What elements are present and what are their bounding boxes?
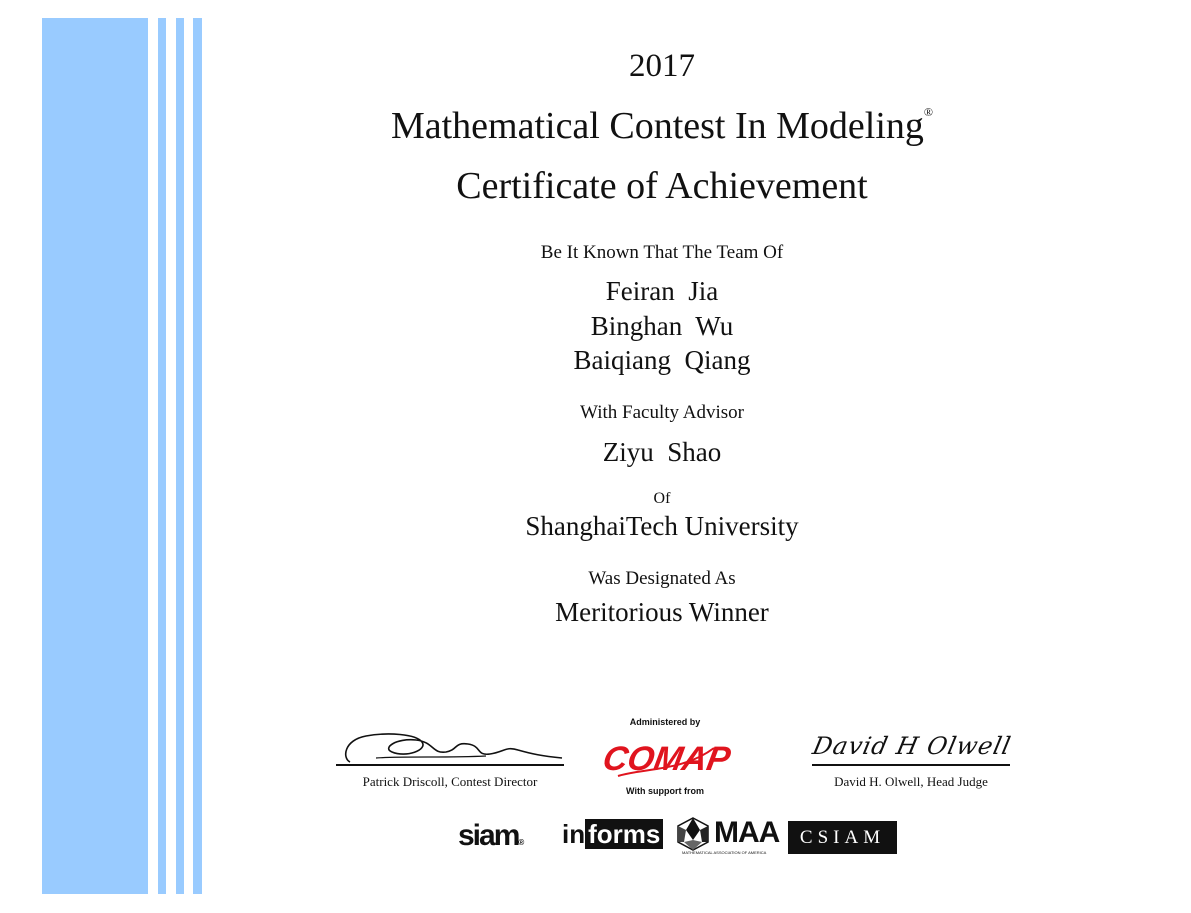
judge-caption: David H. Olwell, Head Judge bbox=[834, 774, 988, 789]
decorative-stripe bbox=[176, 18, 184, 894]
csiam-logo: CSIAM bbox=[788, 821, 897, 854]
certificate-year: 2017 bbox=[629, 48, 695, 84]
director-signature-line bbox=[336, 764, 564, 766]
siam-logo bbox=[458, 816, 550, 856]
decorative-stripe-wide bbox=[42, 18, 148, 894]
team-member: Baiqiang Qiang bbox=[573, 345, 751, 375]
contest-title-text: Mathematical Contest In Modeling bbox=[390, 105, 924, 147]
intro-text: Be It Known That The Team Of bbox=[540, 242, 784, 263]
decorative-stripe bbox=[158, 18, 166, 894]
designation-label: Was Designated As bbox=[588, 568, 736, 589]
maa-logo-text: MAA bbox=[714, 816, 780, 849]
maa-logo bbox=[674, 816, 780, 856]
informs-logo-in: in bbox=[562, 819, 586, 849]
advisor-label: With Faculty Advisor bbox=[580, 402, 744, 423]
comap-logo-text: COMAP bbox=[599, 740, 734, 778]
maa-logo-subtitle: MATHEMATICAL ASSOCIATION OF AMERICA bbox=[682, 850, 767, 855]
contest-title bbox=[362, 104, 962, 148]
comap-logo bbox=[599, 728, 734, 784]
university-name: ShanghaiTech University bbox=[525, 511, 799, 541]
certificate-subtitle: Certificate of Achievement bbox=[456, 165, 868, 207]
advisor-name: Ziyu Shao bbox=[602, 437, 722, 467]
support-label: With support from bbox=[626, 786, 704, 796]
team-member: Binghan Wu bbox=[590, 311, 734, 341]
of-label: Of bbox=[653, 490, 671, 507]
judge-signature-text: David H Olwell bbox=[810, 732, 1014, 760]
administered-label: Administered by bbox=[629, 717, 701, 727]
maa-polyhedron-icon bbox=[674, 816, 712, 852]
team-member: Feiran Jia bbox=[605, 276, 719, 306]
informs-logo bbox=[562, 816, 662, 856]
director-caption: Patrick Driscoll, Contest Director bbox=[362, 774, 538, 789]
award-name: Meritorious Winner bbox=[555, 597, 769, 627]
siam-logo-text: siam bbox=[458, 819, 519, 852]
registered-mark: ® bbox=[923, 105, 934, 119]
informs-logo-forms: forms bbox=[585, 819, 663, 849]
registered-mark: ® bbox=[518, 838, 525, 847]
judge-signature-line bbox=[812, 764, 1010, 766]
director-signature bbox=[336, 728, 566, 768]
judge-signature bbox=[808, 728, 1016, 764]
decorative-stripe bbox=[193, 18, 202, 894]
